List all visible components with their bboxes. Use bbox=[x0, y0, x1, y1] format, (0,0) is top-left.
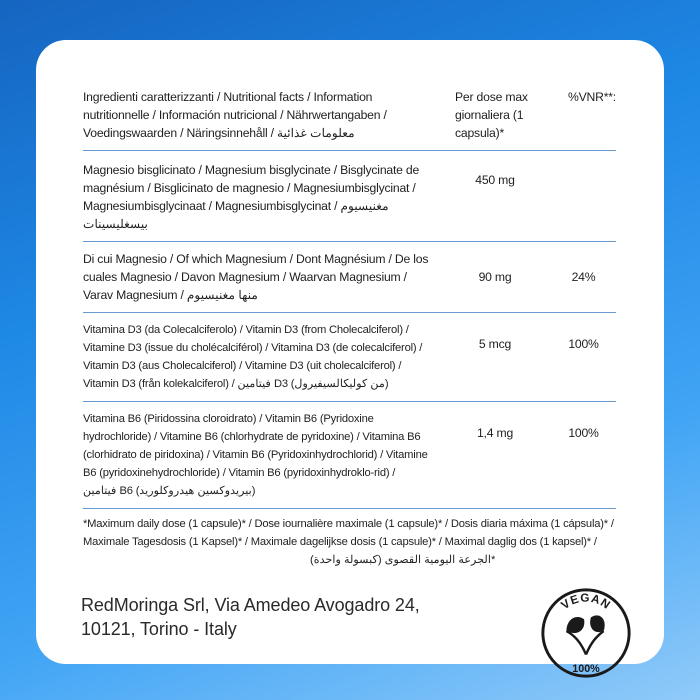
header-dose: Per dose max giornaliera (1 capsula)* bbox=[455, 90, 528, 140]
ingredient-name: Di cui Magnesio / Of which Magnesium / Dont Magnésium / De los cuales Magnesio / Davon Magnesium / Waarvan Magnesium / Varav Magnesium / منها مغنيسيوم bbox=[83, 252, 429, 302]
table-row bbox=[83, 313, 616, 402]
address-line-1: RedMoringa Srl, Via Amedeo Avogadro 24, bbox=[81, 595, 420, 615]
table-row bbox=[83, 242, 616, 313]
badge-bottom-text: 100% bbox=[572, 663, 600, 676]
ingredient-name: Vitamina B6 (Piridossina cloroidrato) / Vitamin B6 (Pyridoxine hydrochloride) / Vitamine B6 (chlorhydrate de pyridoxine) / Vitamina B6 (clorhidrato de piridoxina) / Vitamin B6 (Pyridoxinhydrochlorid) / Vitamine B6 (pyridoxinehydrochloride) / Vitamin B6 (pyridoxinhydroklo-rid) / فيتامين B6 (بيريدوكسين هيدروكلوريد) bbox=[83, 413, 428, 497]
header-ingredients: Ingredienti caratterizzanti / Nutritional facts / Information nutritionnelle / Información nutricional / Nährwertangaben / Voedingswaarden / Näringsinnehåll / معلومات غذائية bbox=[83, 90, 387, 140]
nutrition-table bbox=[83, 88, 616, 569]
table-header bbox=[83, 88, 616, 151]
header-vnr: %VNR**: bbox=[567, 90, 616, 104]
table-row bbox=[83, 151, 616, 242]
vegan-badge bbox=[537, 584, 635, 682]
ingredient-dose: 5 mcg bbox=[478, 337, 512, 351]
ingredient-name: Vitamina D3 (da Colecalciferolo) / Vitamin D3 (from Cholecalciferol) / Vitamine D3 (issue du cholécalciférol) / Vitamina D3 (de colecalciferol) / Vitamin D3 (aus Cholecalciferol) / Vitamine D3 (uit cholecalciferol) / Vitamin D3 (från kolekalciferol) / فيتامين D3 (من كوليكالسيفيرول) bbox=[83, 324, 423, 390]
table-row bbox=[83, 402, 616, 509]
badge-top-text: VEGAN bbox=[558, 591, 614, 613]
leaf-icon bbox=[566, 615, 604, 654]
ingredient-name: Magnesio bisglicinato / Magnesium bisglycinate / Bisglycinate de magnésium / Bisglicinato de magnesio / Magnesiumbisglycinat / Magnesiumbisglycinaat / Magnesiumbisglycinat / مغنيسيوم بيسغليسينات bbox=[83, 163, 420, 231]
ingredient-vnr: 100% bbox=[568, 426, 599, 440]
label-card bbox=[36, 40, 664, 676]
ingredient-dose: 450 mg bbox=[475, 173, 515, 187]
footnote bbox=[83, 509, 616, 569]
footnote-text: *Maximum daily dose (1 capsule)* / Dose iournalière maximale (1 capsule)* / Dosis diaria máxima (1 cápsula)* / Maximale Tagesdosis (1 Kapsel)* / Maximale dagelijkse dosis (1 capsule)* / Maximal daglig dos (1 kapsel)* / bbox=[83, 518, 614, 548]
ingredient-vnr: 100% bbox=[568, 337, 599, 351]
address-line-2: 10121, Torino - Italy bbox=[81, 619, 237, 639]
vegan-badge-graphic bbox=[537, 584, 635, 682]
ingredient-dose: 90 mg bbox=[478, 270, 512, 284]
company-address bbox=[81, 593, 420, 641]
ingredient-vnr bbox=[551, 151, 616, 241]
footnote-arabic: *الجرعة اليومية القصوى (كبسولة واحدة) bbox=[310, 554, 496, 566]
ingredient-dose: 1,4 mg bbox=[476, 426, 514, 440]
ingredient-vnr: 24% bbox=[571, 270, 596, 284]
